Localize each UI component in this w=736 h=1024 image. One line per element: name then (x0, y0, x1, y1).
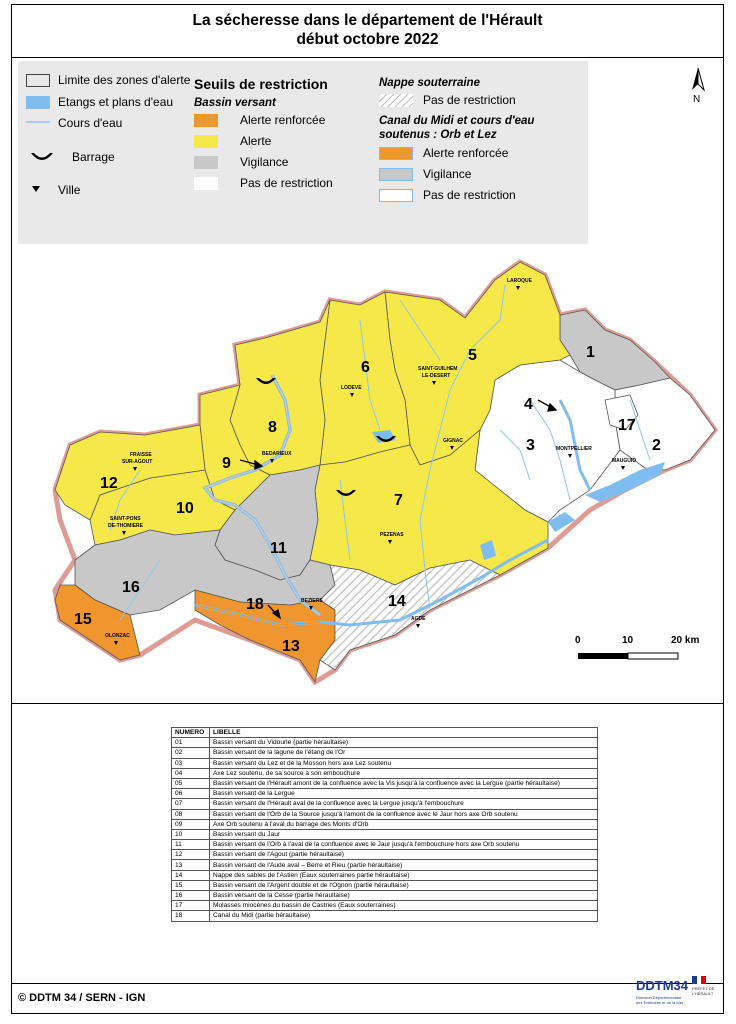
table-cell-numero: 05 (172, 778, 210, 788)
table-cell-libelle: Bassin versant du Lez et de la Mosson hors axe Lez soutenu (210, 758, 598, 768)
table-row (172, 738, 598, 748)
table-row (172, 891, 598, 901)
canal-title-line2: soutenus : Orb et Lez (379, 129, 497, 141)
legend-zone-limit: Limite des zones d'alerte (58, 73, 191, 87)
table-cell-libelle: Axe Lez soutenu, de sa source à son embouchure (210, 768, 598, 778)
table-cell-numero: 15 (172, 880, 210, 890)
city-beziers: BEZIERS (301, 598, 323, 604)
table-cell-libelle: Bassin versant de l'Hérault aval de la confluence avec la Lergue jusqu'à l'embouchure (210, 799, 598, 809)
zone-label-9: 9 (222, 455, 231, 472)
table-cell-numero: 09 (172, 819, 210, 829)
zone-label-2: 2 (652, 437, 661, 454)
city-saint-pons-1: SAINT-PONS (110, 516, 141, 522)
zone-label-6: 6 (361, 359, 370, 376)
credit-text: © DDTM 34 / SERN - IGN (18, 992, 146, 1004)
table-cell-libelle: Canal du Midi (partie héraultaise) (210, 911, 598, 921)
map-subtitle: début octobre 2022 (296, 31, 439, 48)
table-cell-libelle: Axe Orb soutenu à l'aval du barrage des Monts d'Orb (210, 819, 598, 829)
prefect-label: PRÉFET DE L'HÉRAULT (692, 986, 715, 996)
table-cell-libelle: Nappe des sables de l'Astien (Eaux souterraines partie héraultaise) (210, 870, 598, 880)
table-cell-libelle: Bassin versant de la Cesse (partie héraultaise) (210, 891, 598, 901)
table-row (172, 911, 598, 921)
ddtm-logo (636, 972, 722, 1012)
zone-label-8: 8 (268, 419, 277, 436)
zone-label-10: 10 (176, 500, 194, 517)
zone-label-12: 12 (100, 475, 118, 492)
table-cell-numero: 03 (172, 758, 210, 768)
city-saint-pons-2: DE-THOMIERE (108, 523, 143, 529)
map-table-separator (11, 703, 724, 704)
scale-label-10: 10 (622, 635, 634, 646)
zone-label-17: 17 (618, 417, 636, 434)
city-montpellier: MONTPELLIER (556, 446, 592, 452)
table-row (172, 880, 598, 890)
city-bedarieux: BEDARIEUX (262, 451, 292, 457)
table-cell-libelle: Molasses miocènes du bassin de Castries (Eaux souterraines) (210, 901, 598, 911)
zone-label-5: 5 (468, 347, 477, 364)
aquifer-label-pas-de-restriction: Pas de restriction (423, 93, 516, 107)
table-header-row (172, 728, 598, 738)
table-row (172, 860, 598, 870)
zone-label-18: 18 (246, 596, 264, 613)
table-cell-libelle: Bassin versant du Vidourle (partie héraultaise) (210, 738, 598, 748)
zone-label-15: 15 (74, 611, 92, 628)
city-agde: AGDE (411, 616, 426, 622)
table-header-libelle: LIBELLE (210, 728, 598, 738)
zone-label-4: 4 (524, 396, 533, 413)
table-cell-numero: 18 (172, 911, 210, 921)
city-pezenas: PEZENAS (380, 532, 404, 538)
legend-lakes: Etangs et plans d'eau (58, 95, 174, 109)
table-row (172, 778, 598, 788)
canal-label-alerte-renforcee: Alerte renforcée (423, 146, 509, 160)
basin-label-vigilance: Vigilance (240, 155, 289, 169)
basin-label-pas-de-restriction: Pas de restriction (240, 176, 333, 190)
table-cell-numero: 06 (172, 789, 210, 799)
table-cell-numero: 14 (172, 870, 210, 880)
zone-label-16: 16 (122, 579, 140, 596)
table-cell-numero: 07 (172, 799, 210, 809)
table-row (172, 840, 598, 850)
table-row (172, 758, 598, 768)
north-label: N (693, 94, 701, 105)
north-arrow-icon (692, 68, 704, 105)
table-cell-numero: 16 (172, 891, 210, 901)
table-cell-numero: 08 (172, 809, 210, 819)
canal-title-line1: Canal du Midi et cours d'eau (379, 115, 535, 127)
table-cell-libelle: Bassin versant de l'Hérault amont de la confluence avec la Vis jusqu'à la confluence avec la Lergue (partie héraultaise) (210, 778, 598, 788)
table-row (172, 748, 598, 758)
table-header-numero: NUMERO (172, 728, 210, 738)
table-cell-libelle: Bassin versant de l'Orb de la Source jusqu'à l'amont de la confluence avec le Jaur hors axe Orb soutenu (210, 809, 598, 819)
table-row (172, 850, 598, 860)
scale-bar (575, 635, 699, 659)
zone-label-14: 14 (388, 593, 406, 610)
zone-label-13: 13 (282, 638, 300, 655)
basin-label-alerte: Alerte (240, 134, 272, 148)
table-row (172, 789, 598, 799)
city-saint-guilhem-2: LE-DESERT (422, 373, 451, 379)
table-row (172, 870, 598, 880)
canal-label-vigilance: Vigilance (423, 167, 472, 181)
table-cell-numero: 04 (172, 768, 210, 778)
zone-label-3: 3 (526, 437, 535, 454)
table-cell-libelle: Bassin versant de la Lergue (210, 789, 598, 799)
basin-label-alerte-renforcee: Alerte renforcée (240, 113, 326, 127)
table-cell-libelle: Bassin versant de la lagune de l'étang de l'Or (210, 748, 598, 758)
logo-text: DDTM34 (636, 978, 689, 993)
table-cell-libelle: Bassin versant de l'Orb à l'aval de la confluence avec le Jaur jusqu'à l'embouchure hors axe Orb soutenu (210, 840, 598, 850)
table-row (172, 809, 598, 819)
legend-dam: Barrage (72, 150, 115, 164)
city-fraisse-1: FRAISSE (130, 452, 152, 458)
table-row (172, 829, 598, 839)
french-flag-icon (692, 976, 706, 984)
table-row (172, 799, 598, 809)
legend-city: Ville (58, 183, 81, 197)
table-cell-numero: 12 (172, 850, 210, 860)
table-row (172, 819, 598, 829)
scale-label-20: 20 km (671, 635, 700, 646)
table-cell-numero: 13 (172, 860, 210, 870)
table-cell-libelle: Bassin versant de l'Aude aval – Berre et Rieu (partie héraultaise) (210, 860, 598, 870)
footer-separator (11, 983, 724, 984)
table-row (172, 768, 598, 778)
zones-table (171, 727, 598, 922)
table-cell-numero: 10 (172, 829, 210, 839)
table-cell-numero: 17 (172, 901, 210, 911)
table-cell-numero: 11 (172, 840, 210, 850)
city-laroque: LAROQUE (507, 278, 532, 284)
map-title: La sécheresse dans le département de l'Hérault (192, 12, 543, 29)
table-cell-numero: 02 (172, 748, 210, 758)
zone-label-11: 11 (270, 540, 287, 557)
city-mauguio: MAUGUIO (612, 458, 637, 464)
basin-title: Bassin versant (194, 97, 276, 109)
canal-label-pas-de-restriction: Pas de restriction (423, 188, 516, 202)
legend-rivers: Cours d'eau (58, 116, 123, 130)
scale-label-0: 0 (575, 635, 581, 646)
city-saint-guilhem-1: SAINT-GUILHEM (418, 366, 458, 372)
table-cell-numero: 01 (172, 738, 210, 748)
aquifer-title: Nappe souterraine (379, 77, 480, 89)
zone-label-7: 7 (394, 492, 403, 509)
table-cell-libelle: Bassin versant du Jaur (210, 829, 598, 839)
city-fraisse-2: SUR-AGOUT (122, 459, 153, 465)
table-cell-libelle: Bassin versant de l'Agout (partie héraultaise) (210, 850, 598, 860)
zone-label-1: 1 (586, 344, 595, 361)
table-row (172, 901, 598, 911)
city-gignac: GIGNAC (443, 438, 463, 444)
city-olonzac: OLONZAC (105, 633, 130, 639)
city-lodeve: LODEVE (341, 385, 362, 391)
logo-subtitle: Direction Départementale des Territoires et de la Mer (636, 995, 684, 1005)
thresholds-title: Seuils de restriction (194, 76, 328, 92)
table-cell-libelle: Bassin versant de l'Argent double et de l'Ognon (partie héraultaise) (210, 880, 598, 890)
